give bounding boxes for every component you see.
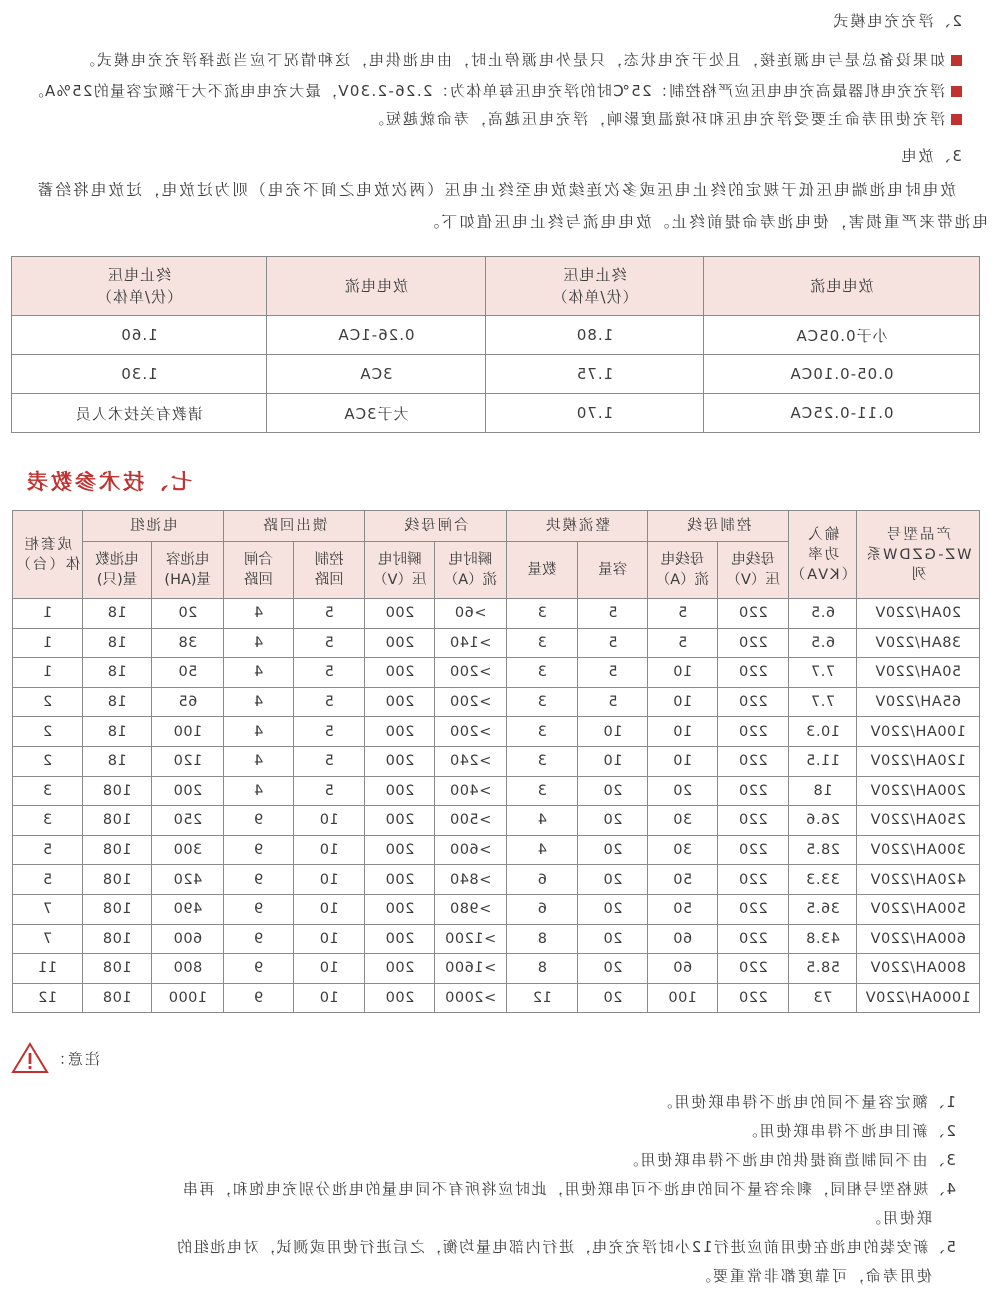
table-cell: 12 — [13, 983, 83, 1013]
table-cell: 200 — [365, 746, 435, 776]
header-quantity: 数量 — [506, 542, 578, 599]
table-row — [13, 835, 980, 865]
table-cell: 500AH/220V — [857, 894, 980, 924]
table-cell: 5 — [293, 658, 365, 688]
table-cell: 4 — [506, 806, 578, 836]
table-cell: 100 — [648, 983, 718, 1013]
table-cell: 5 — [578, 687, 648, 717]
table-cell: 7.7 — [789, 658, 857, 688]
table-cell: >980 — [435, 894, 507, 924]
table-cell: 200 — [365, 658, 435, 688]
table-cell: 5 — [293, 776, 365, 806]
table-cell: 请教有关技术人员 — [12, 394, 267, 433]
table-cell: 1 — [13, 599, 83, 629]
header-closing-bus: 合闸母线 — [365, 511, 506, 542]
table-cell: 4 — [224, 687, 294, 717]
table-cell: 18 — [789, 776, 857, 806]
table-cell: >60 — [435, 599, 507, 629]
table-cell: >600 — [435, 835, 507, 865]
table-cell: 20 — [578, 835, 648, 865]
table-row — [13, 806, 980, 836]
table-cell: 3 — [13, 806, 83, 836]
header-battery-capacity: 电池容 量(AH) — [152, 542, 224, 599]
table-cell: >140 — [435, 628, 507, 658]
table-cell: 6.5 — [789, 628, 857, 658]
header-capacity: 容量 — [578, 542, 648, 599]
table-cell: 20 — [578, 924, 648, 954]
table-cell: 0.26-1CA — [267, 316, 486, 355]
table-cell: 20 — [578, 983, 648, 1013]
table-cell: 30 — [648, 806, 718, 836]
table-cell: 20AH/220V — [857, 599, 980, 629]
table-cell: 5 — [293, 746, 365, 776]
header-discharge-current: 放电电流 — [704, 257, 980, 316]
table-cell: 11 — [13, 954, 83, 984]
table-cell: 7 — [13, 894, 83, 924]
table-cell: 4 — [506, 835, 578, 865]
table-cell: 3 — [506, 717, 578, 747]
section7-title: 七、技术参数表 — [24, 470, 192, 494]
table-cell: 108 — [82, 983, 152, 1013]
table-cell: 5 — [293, 628, 365, 658]
section2-bullet-2: 浮充充电机器最高充电电压应严格控制：25℃时的浮充电压每单体为：2.26-2.30V，最大充电电流不大于额定容量的25%A。 — [27, 80, 962, 101]
table-cell: 200AH/220V — [857, 776, 980, 806]
table-cell: 30 — [648, 835, 718, 865]
table-cell: 220 — [717, 983, 789, 1013]
table-cell: 4 — [224, 628, 294, 658]
table-cell: 200 — [365, 894, 435, 924]
table-group-header-row — [13, 511, 980, 542]
table-cell: 10 — [648, 687, 718, 717]
table-cell: 3 — [506, 687, 578, 717]
table-cell: 60 — [648, 924, 718, 954]
table-cell: 108 — [82, 924, 152, 954]
notice-item: 4、规格型号相同，剩余容量不同的电池不可串联使用，此时应将所有不同电量的电池分别充电饱和，再串 — [181, 1180, 956, 1198]
discharge-table — [11, 256, 980, 433]
table-cell: 3 — [506, 746, 578, 776]
table-cell: 220 — [717, 776, 789, 806]
table-cell: 10 — [293, 983, 365, 1013]
table-row — [13, 983, 980, 1013]
table-cell: 200 — [365, 983, 435, 1013]
table-cell: 9 — [224, 983, 294, 1013]
table-header-row — [12, 257, 980, 316]
table-cell: 50 — [152, 658, 224, 688]
table-cell: 5 — [293, 717, 365, 747]
table-cell: 1000AH/220V — [857, 983, 980, 1013]
table-cell: 200 — [152, 776, 224, 806]
table-cell: 20 — [578, 894, 648, 924]
table-cell: 3 — [506, 628, 578, 658]
table-cell: 220 — [717, 924, 789, 954]
header-bus-current: 母线电 流（A） — [648, 542, 718, 599]
table-cell: 10 — [293, 806, 365, 836]
notice-item: 使用寿命，可靠度都非常重要。 — [693, 1267, 932, 1285]
table-cell: 2 — [13, 687, 83, 717]
table-row — [13, 717, 980, 747]
table-cell: 38AH/220V — [857, 628, 980, 658]
table-cell: 50AH/220V — [857, 658, 980, 688]
table-cell: >240 — [435, 746, 507, 776]
header-discharge-current: 放电电流 — [267, 257, 486, 316]
table-cell: 600AH/220V — [857, 924, 980, 954]
table-cell: 250AH/220V — [857, 806, 980, 836]
table-cell: 65 — [152, 687, 224, 717]
table-cell: 10 — [648, 658, 718, 688]
table-cell: 1000 — [152, 983, 224, 1013]
header-end-voltage: 终止电压 （伏/单体） — [486, 257, 704, 316]
table-cell: 120 — [152, 746, 224, 776]
table-row — [13, 599, 980, 629]
notice-item: 5、新安装的电池在使用前应进行12小时浮充充电，进行内部电量均衡，之后进行使用或测试，对电池组的 — [175, 1238, 956, 1256]
table-cell: 300 — [152, 835, 224, 865]
table-row — [12, 355, 980, 394]
table-cell: 1.75 — [486, 355, 704, 394]
table-cell: 6 — [506, 865, 578, 895]
table-cell: 58.5 — [789, 954, 857, 984]
table-cell: 108 — [82, 806, 152, 836]
paragraph-line-1: 放电时电池端电压低于规定的终止电压或多次连续放电至终止电压（两次放电之间不充电）则为过放电，过放电将给蓄 — [35, 181, 956, 199]
table-cell: 9 — [224, 954, 294, 984]
table-cell: 18 — [82, 717, 152, 747]
table-cell: 10 — [578, 717, 648, 747]
table-row — [13, 894, 980, 924]
table-cell: 220 — [717, 865, 789, 895]
table-cell: 220 — [717, 894, 789, 924]
table-cell: 220 — [717, 717, 789, 747]
table-cell: 800 — [152, 954, 224, 984]
table-cell: 20 — [152, 599, 224, 629]
table-cell: 220 — [717, 835, 789, 865]
table-cell: 100 — [152, 717, 224, 747]
table-cell: 220 — [717, 687, 789, 717]
table-cell: 200 — [365, 599, 435, 629]
table-cell: 18 — [82, 599, 152, 629]
table-cell: 10 — [648, 746, 718, 776]
table-cell: 9 — [224, 806, 294, 836]
table-cell: 2 — [13, 746, 83, 776]
table-cell: 18 — [82, 628, 152, 658]
table-cell: 8 — [506, 954, 578, 984]
table-cell: 108 — [82, 894, 152, 924]
table-cell: 65AH/220V — [857, 687, 980, 717]
table-row — [13, 746, 980, 776]
table-cell: 9 — [224, 924, 294, 954]
table-row — [13, 628, 980, 658]
table-cell: 6 — [506, 894, 578, 924]
table-row — [13, 954, 980, 984]
table-cell: 108 — [82, 954, 152, 984]
notice-item: 2、新旧电池不得串联使用。 — [740, 1122, 956, 1140]
table-cell: 1.70 — [486, 394, 704, 433]
table-cell: 200 — [365, 924, 435, 954]
table-cell: 4 — [224, 658, 294, 688]
table-cell: 大于3CA — [267, 394, 486, 433]
table-cell: 4 — [224, 599, 294, 629]
table-cell: 108 — [82, 835, 152, 865]
table-cell: 20 — [648, 776, 718, 806]
table-row — [13, 865, 980, 895]
table-cell: 18 — [82, 687, 152, 717]
table-cell: 420AH/220V — [857, 865, 980, 895]
header-cabinet: 成套柜 体（台） — [13, 511, 83, 599]
table-cell: 8 — [506, 924, 578, 954]
notice-item: 1、额定容量不同的电池不得串联使用。 — [655, 1093, 956, 1111]
table-cell: 1 — [13, 658, 83, 688]
table-cell: 200 — [365, 835, 435, 865]
table-cell: 490 — [152, 894, 224, 924]
table-cell: 4 — [224, 776, 294, 806]
table-cell: 0.05-0.10CA — [704, 355, 980, 394]
notice-header — [11, 1042, 100, 1074]
table-cell: 10.3 — [789, 717, 857, 747]
table-cell: 220 — [717, 746, 789, 776]
table-cell: 600 — [152, 924, 224, 954]
table-cell: 5 — [578, 599, 648, 629]
table-cell: 20 — [578, 806, 648, 836]
header-end-voltage: 终止电压 （伏/单体） — [12, 257, 267, 316]
table-cell: 200 — [365, 865, 435, 895]
table-cell: 1 — [13, 628, 83, 658]
table-cell: 18 — [82, 746, 152, 776]
table-cell: 12 — [506, 983, 578, 1013]
table-cell: 18 — [82, 658, 152, 688]
table-row — [13, 924, 980, 954]
table-cell: 220 — [717, 658, 789, 688]
table-cell: 220 — [717, 806, 789, 836]
table-row — [12, 316, 980, 355]
table-cell: 5 — [13, 865, 83, 895]
bullet-square-icon — [951, 55, 962, 66]
table-cell: 4 — [224, 717, 294, 747]
notice-item: 3、由不同制造商提供的电池不得串联使用。 — [621, 1151, 956, 1169]
table-row — [12, 394, 980, 433]
table-cell: 43.8 — [789, 924, 857, 954]
header-model: 产品型号 WZ-GZDW系列 — [857, 511, 980, 599]
table-cell: 3CA — [267, 355, 486, 394]
table-cell: 10 — [293, 924, 365, 954]
table-cell: 10 — [293, 894, 365, 924]
section2-heading: 2、浮充充电模式 — [831, 12, 962, 30]
table-cell: 10 — [293, 835, 365, 865]
table-cell: 10 — [293, 865, 365, 895]
table-cell: 9 — [224, 835, 294, 865]
table-cell: 4 — [224, 746, 294, 776]
table-cell: 50 — [648, 865, 718, 895]
table-cell: >200 — [435, 687, 507, 717]
header-battery-count: 电池数 量(只) — [82, 542, 152, 599]
table-cell: 3 — [506, 658, 578, 688]
header-control-loop: 控制 回路 — [293, 542, 365, 599]
table-cell: 200 — [365, 776, 435, 806]
table-cell: 50 — [648, 894, 718, 924]
table-cell: 11.5 — [789, 746, 857, 776]
table-cell: 3 — [506, 776, 578, 806]
table-cell: 33.3 — [789, 865, 857, 895]
table-cell: 1.30 — [12, 355, 267, 394]
header-battery-group: 电池组 — [82, 511, 223, 542]
table-cell: 200 — [365, 628, 435, 658]
table-cell: 220 — [717, 628, 789, 658]
table-cell: 200 — [365, 806, 435, 836]
table-cell: 1.80 — [486, 316, 704, 355]
table-cell: >200 — [435, 717, 507, 747]
table-cell: 0.11-0.25CA — [704, 394, 980, 433]
table-cell: >200 — [435, 658, 507, 688]
table-cell: 6.5 — [789, 599, 857, 629]
table-cell: 100AH/220V — [857, 717, 980, 747]
table-cell: 73 — [789, 983, 857, 1013]
table-row — [13, 687, 980, 717]
section2-bullet-3: 浮充使用寿命主要受浮充电压和环境温度影响，浮充电压越高，寿命就越短。 — [367, 108, 962, 129]
table-cell: 38 — [152, 628, 224, 658]
table-cell: 5 — [578, 628, 648, 658]
table-cell: 3 — [506, 599, 578, 629]
tech-params-table — [12, 510, 980, 1013]
table-cell: 1.60 — [12, 316, 267, 355]
table-row — [13, 776, 980, 806]
notice-list — [8, 1088, 988, 1291]
table-cell: >2000 — [435, 983, 507, 1013]
table-cell: 20 — [578, 954, 648, 984]
table-cell: 60 — [648, 954, 718, 984]
table-cell: >1200 — [435, 924, 507, 954]
table-cell: 9 — [224, 865, 294, 895]
table-cell: >840 — [435, 865, 507, 895]
table-cell: 10 — [293, 954, 365, 984]
table-cell: 5 — [648, 628, 718, 658]
bullet-square-icon — [951, 114, 962, 125]
table-cell: 小于0.05CA — [704, 316, 980, 355]
header-input-power: 输入 功率 （KVA） — [789, 511, 857, 599]
table-cell: 5 — [648, 599, 718, 629]
table-cell: 108 — [82, 865, 152, 895]
table-cell: 250 — [152, 806, 224, 836]
table-cell: 10 — [578, 746, 648, 776]
table-cell: 200 — [365, 687, 435, 717]
warning-icon — [11, 1042, 49, 1074]
table-cell: >400 — [435, 776, 507, 806]
table-cell: 5 — [13, 835, 83, 865]
table-cell: 7 — [13, 924, 83, 954]
table-cell: 220 — [717, 599, 789, 629]
table-cell: 36.5 — [789, 894, 857, 924]
header-bus-voltage: 母线电 压（V） — [717, 542, 789, 599]
table-cell: 220 — [717, 954, 789, 984]
table-row — [13, 658, 980, 688]
table-cell: 20 — [578, 865, 648, 895]
notice-label: 注意： — [48, 1049, 100, 1068]
table-cell: 200 — [365, 717, 435, 747]
table-cell: >500 — [435, 806, 507, 836]
table-cell: 26.6 — [789, 806, 857, 836]
paragraph-line-2: 电池带来严重损害，使电池寿命提前终止。放电电流与终止电压值如下。 — [421, 213, 988, 231]
section3-paragraph — [8, 174, 988, 238]
header-instant-current: 瞬时电 流（A） — [435, 542, 507, 599]
table-cell: 20 — [578, 776, 648, 806]
header-control-bus: 控制母线 — [648, 511, 789, 542]
table-cell: 108 — [82, 776, 152, 806]
section2-bullet-1: 如果设备总是与电源连接，且处于充电状态，只是外电源停止时，由电池供电，这种情况下应当选择浮充充电模式。 — [78, 49, 962, 70]
table-cell: 10 — [648, 717, 718, 747]
table-cell: 5 — [293, 599, 365, 629]
table-cell: 9 — [224, 894, 294, 924]
section3-heading: 3、放电 — [899, 147, 962, 165]
header-closing-loop: 合闸 回路 — [224, 542, 294, 599]
table-cell: >1600 — [435, 954, 507, 984]
table-cell: 2 — [13, 717, 83, 747]
table-cell: 3 — [13, 776, 83, 806]
table-cell: 7.7 — [789, 687, 857, 717]
table-cell: 420 — [152, 865, 224, 895]
table-cell: 200 — [365, 954, 435, 984]
table-cell: 28.5 — [789, 835, 857, 865]
table-cell: 120AH/220V — [857, 746, 980, 776]
header-instant-voltage: 瞬时电 压（V） — [365, 542, 435, 599]
table-cell: 5 — [578, 658, 648, 688]
table-cell: 5 — [293, 687, 365, 717]
bullet-square-icon — [951, 86, 962, 97]
table-cell: 800AH/220V — [857, 954, 980, 984]
header-rectifier-module: 整流模块 — [506, 511, 647, 542]
table-cell: 300AH/220V — [857, 835, 980, 865]
notice-item: 联使用。 — [863, 1209, 932, 1227]
header-feeder-loop: 馈出回路 — [224, 511, 365, 542]
